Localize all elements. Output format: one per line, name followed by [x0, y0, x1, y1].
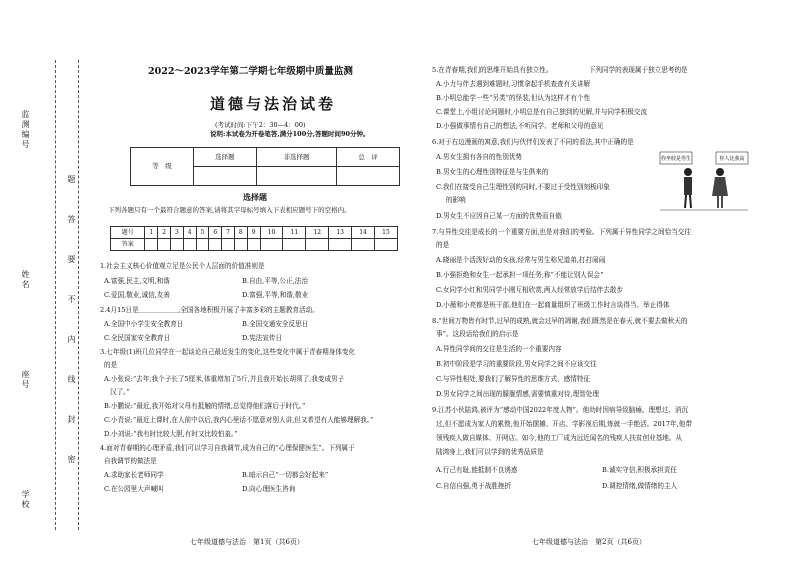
- option-text: 汉了。”: [110, 388, 130, 396]
- grade-cell[interactable]: [256, 167, 337, 186]
- answer-cell[interactable]: [329, 239, 352, 251]
- side-label-seat: 座号: [21, 370, 30, 390]
- option-text: B.全国交通安全反思日: [242, 320, 309, 328]
- gender-cartoon: [658, 150, 750, 216]
- option-text: C.全民国家安全教育日: [104, 334, 171, 342]
- question-number-cell: 3: [171, 227, 184, 239]
- question-text: 的是: [436, 241, 450, 249]
- answer-cell[interactable]: [158, 239, 171, 251]
- option-text: B.暗示自己“一切都会好起来”: [242, 471, 329, 479]
- cartoon-bubble-right: 你人比我高: [719, 156, 745, 162]
- seal-char: 内: [67, 335, 76, 345]
- option-text: D.向心理医生咨询: [242, 485, 296, 493]
- question-number-cell: 15: [374, 227, 397, 239]
- question-number-cell: 6: [209, 227, 222, 239]
- option-text: A.晓丽是个活泼好动的女孩,经常与男生称兄道弟,打打闹闹: [436, 256, 606, 264]
- side-label-name: 姓名: [21, 270, 30, 290]
- answer-cell[interactable]: [145, 239, 158, 251]
- question-number-cell: 13: [329, 227, 352, 239]
- grade-cell[interactable]: [337, 167, 400, 186]
- seal-char: 密: [67, 455, 76, 465]
- question-text: 自我调节的做法是: [104, 457, 157, 465]
- question-number-cell: 7: [222, 227, 235, 239]
- subject-title: 道德与法治试卷: [210, 95, 337, 113]
- answer-cell[interactable]: [222, 239, 235, 251]
- instructions: 说明:本试卷为开卷笔答,满分100分,答题时间90分钟。: [210, 130, 370, 138]
- option-text: C.自信自强,勇于战胜挫折: [436, 482, 511, 490]
- grade-col-total: 总 评: [337, 148, 400, 167]
- answer-cell[interactable]: [171, 239, 184, 251]
- question-number-cell: 1: [145, 227, 158, 239]
- question-text: 事”。这段话给我们的启示是: [436, 330, 519, 338]
- question-text: 3.七年级(1)班几位同学在一起谈论自己最近发生的变化,这些变化中属于青春期身体变化: [100, 348, 356, 356]
- option-text: A.行己有耻,能抵制不良诱惑: [436, 466, 518, 474]
- option-text: B.男女生的心理性别特征是与生俱来的: [436, 168, 549, 176]
- option-text: D.小薇和小亮都是班干部,他们在一起商量组织了班级工作时言谈得当、举止得体: [436, 301, 670, 309]
- question-text: 过,但不愿成为家人的累赘,他开始摆摊、开店、学影视后期,炼就一手绝活。2017年,他带: [436, 420, 692, 428]
- answer-cell[interactable]: [234, 239, 247, 251]
- grade-table: [130, 147, 400, 186]
- option-text: A.男女生拥有各自的性别优势: [436, 153, 522, 161]
- option-text: B.初中阶段是学习的重要阶段,男女同学之间不应该交往: [436, 360, 597, 368]
- option-text: C.小青说:“最近上课时,在人前中以后,我内心里话不愿意对别人讲,但又希望有人能够理解我。”: [104, 416, 374, 424]
- exam-title: 2022～2023学年第二学期七年级期中质量监测: [148, 66, 353, 77]
- question-text: 1.社会主义核心价值观立足是公民个人层面的价值准则是: [100, 262, 265, 270]
- option-text: C.爱国,敬业,诚信,友善: [104, 291, 170, 299]
- seal-char: 封: [67, 415, 76, 425]
- question-text: 8.“世间万物皆有时节,过早的成熟,就会过早的凋谢,我们既然是在春天,就不要去做秋天的: [432, 317, 688, 325]
- option-text: B.小鹏说:“最近,我开始对父母有抵触的情绪,总觉得他们落后于时代。”: [104, 402, 306, 410]
- question-text: 2.4月15日是＿＿＿＿＿＿,全国各地积极开展了丰富多彩的主题教育活动。: [100, 306, 319, 314]
- answer-cell[interactable]: [196, 239, 209, 251]
- question-number-cell: 9: [247, 227, 260, 239]
- question-number-cell: 10: [260, 227, 283, 239]
- question-text: 6.对于右边漫画的寓意,我们与伙伴们发表了不同的看法,其中正确的是: [432, 138, 634, 146]
- row-label-answer: 答案: [111, 239, 145, 251]
- option-text: D.男女同学之间出现的朦胧情感,需要慎重对待,理智处理: [436, 390, 599, 398]
- option-text: A.全国中小学生安全教育日: [104, 320, 184, 328]
- row-label-number: 题号: [111, 227, 145, 239]
- question-number-cell: 4: [183, 227, 196, 239]
- question-text: 陆鸿身上,我们可以学到的优秀品质是: [436, 448, 544, 456]
- page-footer: 七年级道德与法治 第1页（共6页）: [190, 538, 304, 546]
- section-title: 选择题: [243, 192, 267, 202]
- question-number-cell: 8: [234, 227, 247, 239]
- option-text: D.富强,平等,和谐,敬业: [242, 291, 309, 299]
- section-instruction: 下列各题只有一个最符合题意的答案,请将其字母标号填入下表相应题号下的空格内。: [108, 206, 351, 214]
- option-text: B.小明总能学一些“另类”的怪装,但认为这样才有个性: [436, 94, 591, 102]
- seal-line: [78, 60, 79, 530]
- grade-cell[interactable]: [194, 167, 257, 186]
- option-text: B.诚实守信,积极承担责任: [602, 466, 677, 474]
- option-text: 的影响: [446, 196, 466, 204]
- option-text: A.求助家长老师同学: [104, 471, 164, 479]
- question-text: 5.在青春期,我们的思维开始具有独立性。 下列同学的表现属于独立思考的是: [432, 66, 688, 74]
- option-text: C.与异性相处,要我们了解异性的思维方式、感情特征: [436, 375, 591, 383]
- question-text: 4.面对青春期的心理矛盾,我们可以学习自我调节,成为自己的“心理保健医生”。下列属于: [100, 444, 355, 452]
- answer-cell[interactable]: [247, 239, 260, 251]
- option-text: C.在公园里大声喊叫: [104, 485, 164, 493]
- question-text: 7.与异性交往是成长的一个重要方面,也是对我们的考验。下列属于异性同学之间恰当交往: [432, 228, 691, 236]
- question-number-cell: 2: [158, 227, 171, 239]
- option-text: A.小张说:“去年,我个子长了5厘米,体重增加了5斤,并且我开始长胡须了,我变成男子: [104, 375, 345, 383]
- option-text: A.异性同学间的交往是生活的一个重要内容: [436, 345, 562, 353]
- answer-cell[interactable]: [183, 239, 196, 251]
- answer-cell[interactable]: [374, 239, 397, 251]
- option-text: A.小力与伴去遇到难题时,习惯拿起手机查查有关讲解: [436, 80, 591, 88]
- option-text: D.小刘说:“我有时比较大胆,有时又比较怕羞。”: [104, 430, 238, 438]
- option-text: D.宪法宣传日: [242, 334, 283, 342]
- option-text: B.自由,平等,公正,法治: [242, 277, 308, 285]
- grade-col-nonchoice: 非选择题: [256, 148, 337, 167]
- time-note: (考试时间:下午2：30—4：00): [215, 121, 306, 129]
- option-text: D.小强做事情有自己的想法,不听同学、老师和父母的意见: [436, 122, 604, 130]
- question-text: 9.江苏小伙陆鸿,被评为“感动中国2022年度人物”。他幼时因病导致脑瘫。理想过、消沉: [432, 406, 689, 414]
- question-text: 的是: [104, 361, 118, 369]
- question-text: 领残疾人做自媒体、开网店。如今,他的工厂成为远近闻名的残疾人扶贫创业基地。从: [436, 434, 683, 442]
- question-number-cell: 11: [283, 227, 306, 239]
- grade-col-choice: 选择题: [194, 148, 257, 167]
- question-number-cell: 14: [352, 227, 375, 239]
- seal-char: 答: [67, 215, 76, 225]
- cut-line: [55, 60, 56, 530]
- seal-char: 题: [67, 175, 76, 185]
- answer-table: [110, 226, 398, 251]
- side-label-exam-no: 监测编号: [21, 110, 30, 150]
- seal-char: 线: [67, 375, 76, 385]
- question-number-cell: 12: [306, 227, 329, 239]
- option-text: D.男女生不应因自己某一方面的优势而自傲: [436, 212, 562, 220]
- option-text: C.我们在接受自己生理性别的同时,不要过于受性别刻板印象: [436, 183, 610, 191]
- option-text: B.小强拒绝和女生一起承担一项任务,称“不能让别人误会”: [436, 271, 604, 279]
- seal-char: 要: [67, 255, 76, 265]
- answer-cell[interactable]: [260, 239, 283, 251]
- binding-strip: [0, 0, 100, 561]
- seal-char: 不: [67, 295, 76, 305]
- answer-cell[interactable]: [352, 239, 375, 251]
- cartoon-bubble-left: 你坐肢是男生: [660, 156, 692, 162]
- page-footer: 七年级道德与法治 第2页（共6页）: [532, 538, 646, 546]
- option-text: D.调控情绪,做情绪的主人: [602, 482, 678, 490]
- grade-header: 等 级: [131, 148, 194, 186]
- question-number-cell: 5: [196, 227, 209, 239]
- option-text: C.女同学小红和男同学小刚互相欣赏,两人经常放学后结伴去散步: [436, 286, 624, 294]
- side-label-school: 学校: [21, 490, 30, 510]
- option-text: A.富强,民主,文明,和谐: [104, 277, 170, 285]
- answer-cell[interactable]: [209, 239, 222, 251]
- option-text: C.课堂上,小组讨论问题时,小明总是有自己独到的见解,并与同学积极交流: [436, 108, 648, 116]
- answer-cell[interactable]: [306, 239, 329, 251]
- answer-cell[interactable]: [283, 239, 306, 251]
